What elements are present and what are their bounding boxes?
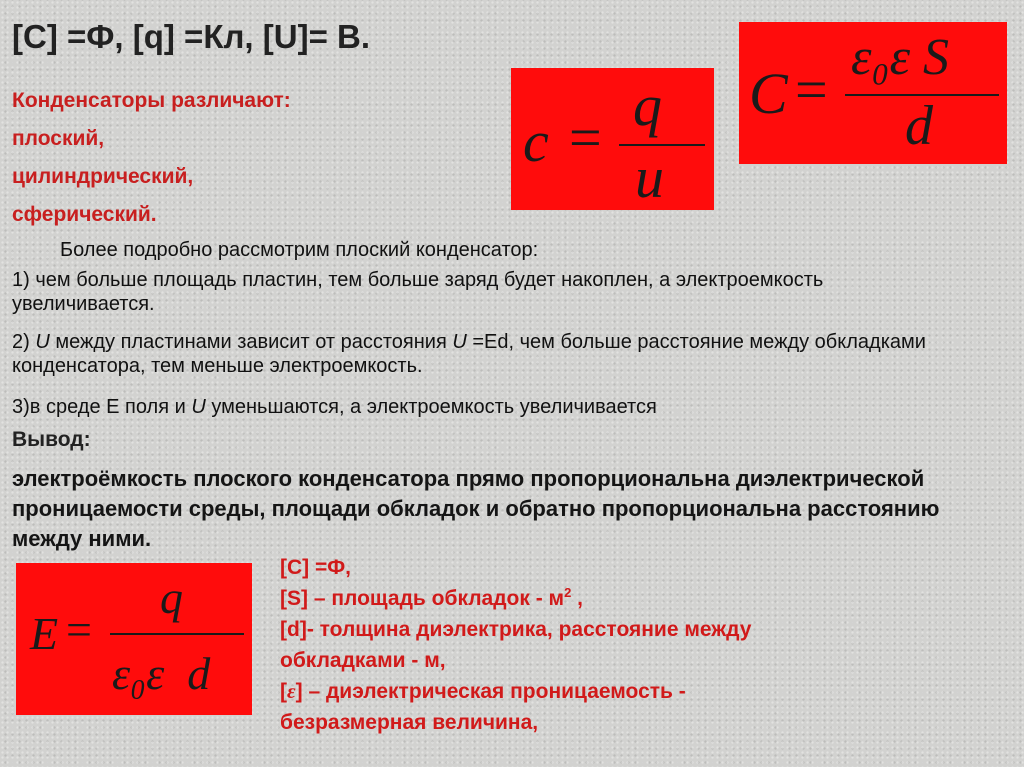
units-heading: [C] =Ф, [q] =Кл, [U]= В. bbox=[12, 18, 371, 55]
voltage-symbol: U bbox=[35, 331, 50, 353]
type-item-spherical: сферический. bbox=[12, 203, 157, 226]
type-item-cylindrical: цилиндрический, bbox=[12, 165, 194, 188]
unit-distance-cont: обкладками - м, bbox=[280, 649, 446, 672]
point-1: 1) чем больше площадь пластин, тем больше заряд будет накоплен, а электроемкость увеличивается. bbox=[12, 269, 824, 315]
conclusion-title: Вывод: bbox=[12, 428, 91, 451]
capacitor-types bbox=[12, 82, 291, 234]
formula-box-field bbox=[16, 563, 252, 715]
formula-denominator: d bbox=[905, 95, 933, 157]
unit-capacitance: [C] =Ф, bbox=[280, 556, 352, 579]
point-3: 3)в среде Е поля и U уменьшаются, а электроемкость увеличивается bbox=[12, 396, 657, 418]
fraction-line bbox=[110, 633, 244, 635]
formula-eq: = bbox=[66, 604, 92, 655]
conclusion-text: электроёмкость плоского конденсатора прямо пропорциональна диэлектрической проницаемости среды, площади обкладок и обратно пропорциональна расстоянию между ними. bbox=[12, 466, 940, 551]
voltage-symbol: U bbox=[452, 331, 467, 353]
formula-numerator: ε₀ε S bbox=[851, 29, 950, 86]
formula-numerator: q bbox=[633, 73, 662, 138]
point-2: 2) U между пластинами зависит от расстояния U =Ed, чем больше расстояние между обкладками конденсатора, тем меньше электроемкость. bbox=[12, 331, 926, 377]
unit-permittivity: [ε] – диэлектрическая проницаемость - bbox=[280, 679, 686, 703]
units-list bbox=[280, 552, 751, 738]
formula-denominator: ε₀ε d bbox=[112, 648, 211, 699]
formula-lhs: C bbox=[749, 61, 788, 126]
formula-denominator: u bbox=[635, 145, 664, 210]
unit-area: [S] – площадь обкладок - $м^2$ , bbox=[280, 585, 584, 610]
voltage-symbol: U bbox=[191, 396, 206, 418]
formula-eq: = bbox=[795, 57, 828, 122]
formula-eq: = bbox=[569, 105, 602, 170]
epsilon-symbol: ε bbox=[287, 679, 296, 703]
types-title: Конденсаторы различают: bbox=[12, 89, 291, 112]
type-item-flat: плоский, bbox=[12, 127, 105, 150]
unit-distance: [d]- толщина диэлектрика, расстояние между bbox=[280, 618, 752, 641]
formula-numerator: q bbox=[160, 572, 183, 623]
unit-permittivity-cont: безразмерная величина, bbox=[280, 711, 539, 734]
intro-text: Более подробно рассмотрим плоский конденсатор: bbox=[60, 239, 539, 261]
formula-lhs: c bbox=[523, 109, 549, 174]
formula-box-capacity bbox=[739, 22, 1007, 164]
formula-lhs: E bbox=[30, 608, 59, 659]
formula-box-c-q-u bbox=[511, 68, 714, 210]
